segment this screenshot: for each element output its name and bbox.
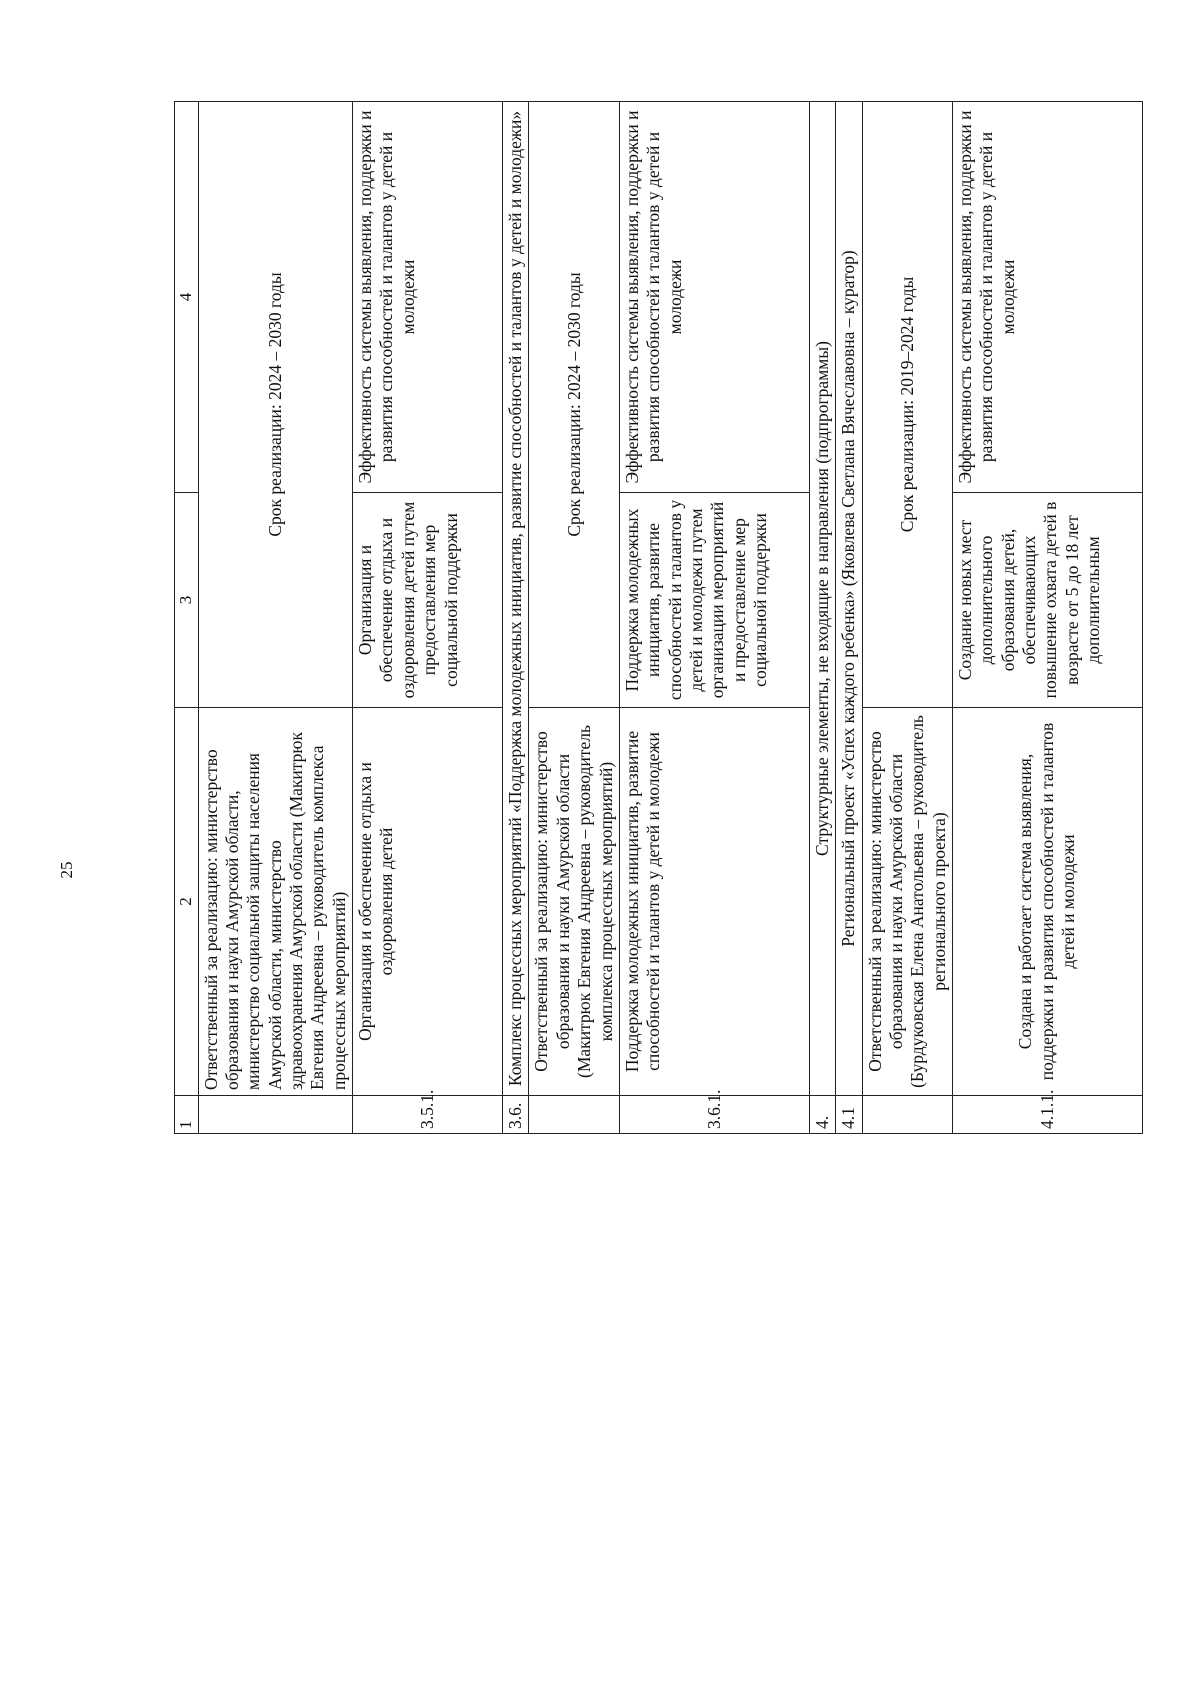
term-cell: Срок реализации: 2024 – 2030 годы [198, 102, 352, 708]
responsible-cell: Ответственный за реализацию: министерство образования и науки Амурской области (Бурдуковская Елена Анатольевна – руководитель регионального проекта) [862, 708, 952, 1096]
rotated-table-container [174, 102, 1112, 1134]
effect-cell: Организация и обеспечение отдыха и оздоровления детей путем предоставления мер социальной поддержки [353, 493, 503, 708]
row-number: 4.1.1. [952, 1096, 1142, 1134]
row-number: 3.6. [503, 1096, 529, 1134]
table-row [952, 102, 1142, 1134]
link-cell: Эффективность системы выявления, поддержки и развития способностей и талантов у детей и молодежи [619, 102, 809, 493]
section-title: Региональный проект «Успех каждого ребенка» (Яковлева Светлана Вячеславовна – куратор) [836, 102, 862, 1096]
row-number-empty [198, 1096, 352, 1134]
header-col-4: 4 [175, 102, 199, 493]
table-row [529, 102, 619, 1134]
table-row [353, 102, 503, 1134]
table-row [619, 102, 809, 1134]
link-cell: Эффективность системы выявления, поддержки и развития способностей и талантов у детей и молодежи [952, 102, 1142, 493]
program-structure-table [174, 101, 1143, 1134]
section-row [836, 102, 862, 1134]
task-cell: Организация и обеспечение отдыха и оздоровления детей [353, 708, 503, 1096]
effect-cell: Создание новых мест дополнительного образования детей, обеспечивающих повышение охвата детей в возрасте от 5 до 18 лет дополнительным [952, 493, 1142, 708]
section-title: Комплекс процессных мероприятий «Поддержка молодежных инициатив, развитие способностей и талантов у детей и молодежи» [503, 102, 529, 1096]
row-number-empty [862, 1096, 952, 1134]
header-col-3: 3 [175, 493, 199, 708]
link-cell: Эффективность системы выявления, поддержки и развития способностей и талантов у детей и молодежи [353, 102, 503, 493]
row-number: 4.1 [836, 1096, 862, 1134]
responsible-cell: Ответственный за реализацию: министерство образования и науки Амурской области (Макитрюк Евгения Андреевна – руководитель комплекса процессных мероприятий) [529, 708, 619, 1096]
section-row [503, 102, 529, 1134]
responsible-cell: Ответственный за реализацию: министерство образования и науки Амурской области, министерство социальной защиты населения Амурской области, министерство здравоохранения Амурской области (Макитрюк Евгения Андреевна – руководитель комплекса процессных мероприятий) [198, 708, 352, 1096]
row-number: 3.5.1. [353, 1096, 503, 1134]
section-row [809, 102, 835, 1134]
section-title: Структурные элементы, не входящие в направления (подпрограммы) [809, 102, 835, 1096]
effect-cell: Поддержка молодежных инициатив, развитие способностей и талантов у детей и молодежи путем организации мероприятий и предоставление мер социальной поддержки [619, 493, 809, 708]
term-cell: Срок реализации: 2024 – 2030 годы [529, 102, 619, 708]
table-row [198, 102, 352, 1134]
row-number-empty [529, 1096, 619, 1134]
header-col-1: 1 [175, 1096, 199, 1134]
task-cell: Поддержка молодежных инициатив, развитие способностей и талантов у детей и молодежи [619, 708, 809, 1096]
task-cell: Создана и работает система выявления, поддержки и развития способностей и талантов детей и молодежи [952, 708, 1142, 1096]
term-cell: Срок реализации: 2019–2024 годы [862, 102, 952, 708]
row-number: 4. [809, 1096, 835, 1134]
header-col-2: 2 [175, 708, 199, 1096]
table-header-row [175, 102, 199, 1134]
page-number: 25 [57, 861, 76, 879]
table-row [862, 102, 952, 1134]
row-number: 3.6.1. [619, 1096, 809, 1134]
